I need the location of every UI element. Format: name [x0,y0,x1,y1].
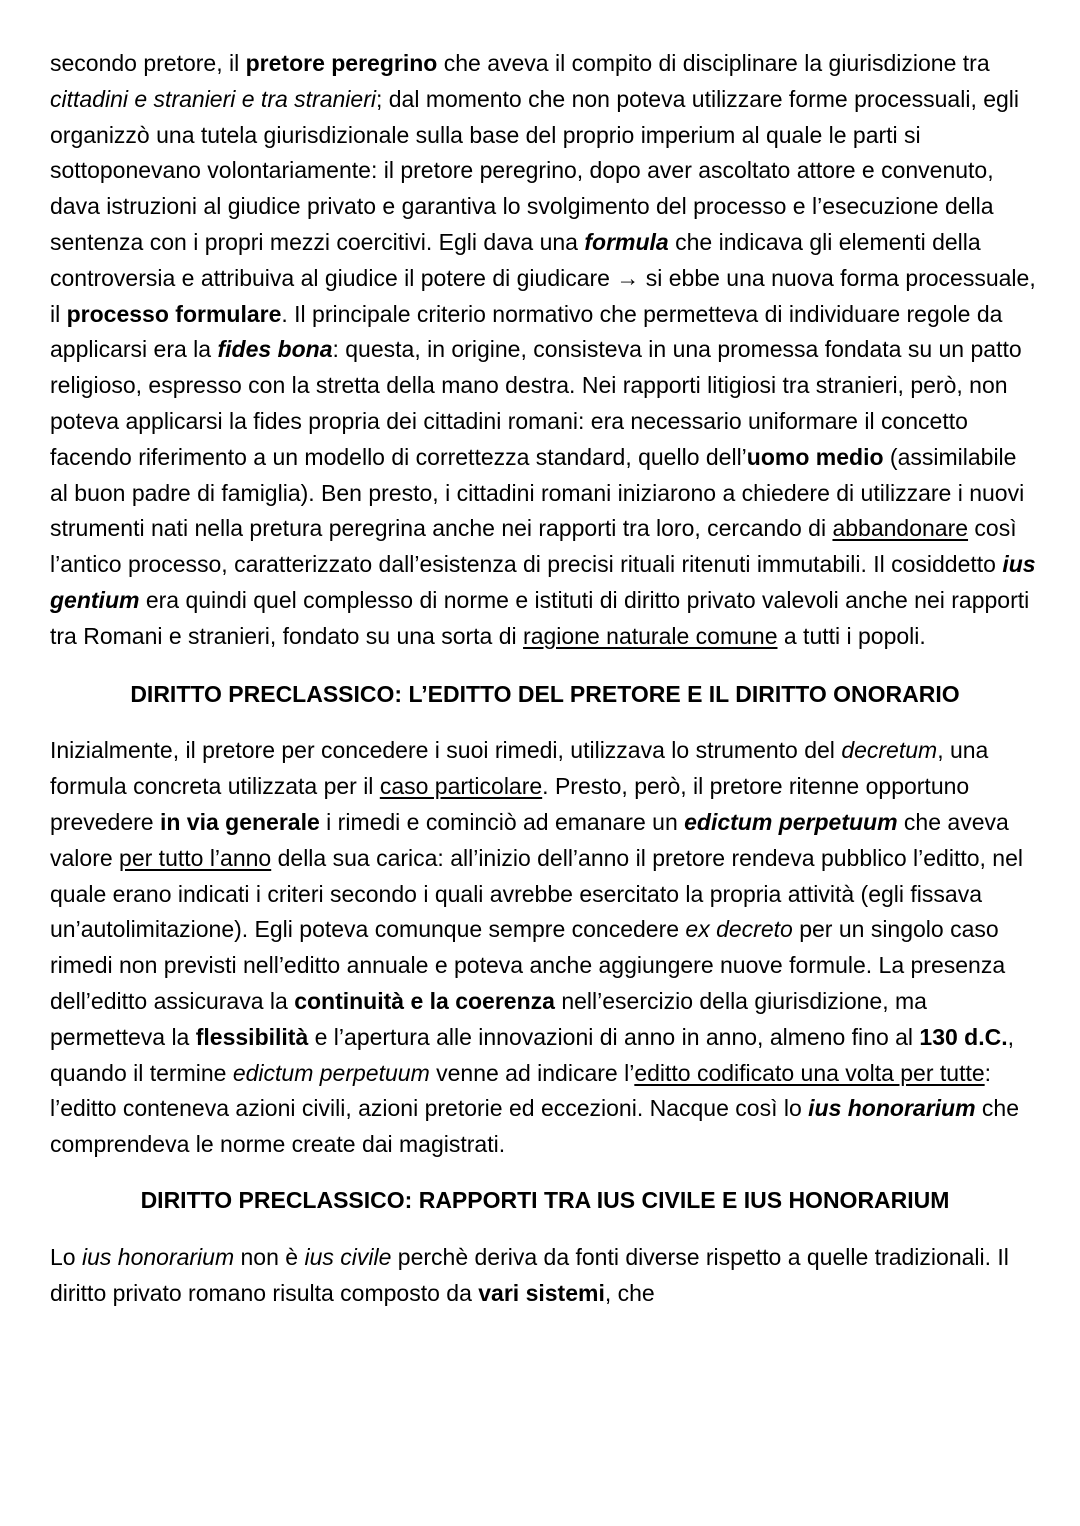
text-run: perchè deriva da fonti diverse rispetto a quelle tradizionali. Il diritto privato romano risulta composto da [50,1243,1009,1306]
section-heading-ius-civile-ius-honorarium: DIRITTO PRECLASSICO: RAPPORTI TRA IUS CIVILE E IUS HONORARIUM [140,1186,950,1213]
bold-term-flessibilita: flessibilità [195,1023,309,1050]
underlined-phrase: caso particolare [379,773,543,800]
text-run: Lo [50,1243,82,1270]
italic-term-ius-civile: ius civile [304,1243,392,1270]
text-run: secondo pretore, il [50,50,246,76]
italic-term-ex-decreto: ex decreto [685,916,793,943]
text-run: che comprendeva le norme create dai magistrati. [50,1095,1020,1158]
underlined-phrase: abbandonare [832,515,969,542]
text-run: così l’antico processo, caratterizzato dall’esistenza di precisi rituali ritenuti immutabili. Il cosiddetto [50,515,1017,578]
text-run: era quindi quel complesso di norme e istituti di diritto privato valevoli anche nei rapporti tra Romani e stranieri, fondato su una sorta di [50,586,1030,649]
section-heading-editto-del-pretore: DIRITTO PRECLASSICO: L’EDITTO DEL PRETORE E IL DIRITTO ONORARIO [130,680,960,707]
text-run: Inizialmente, il pretore per concedere i suoi rimedi, utilizzava lo strumento del [50,737,842,764]
underlined-phrase: ragione naturale comune [523,622,778,649]
bold-italic-term-formula: formula [584,228,669,255]
underlined-phrase: editto codificato una volta per tutte [634,1059,985,1086]
text-run: a tutti i popoli. [777,622,926,649]
text-run: . Presto, però, il pretore ritenne opportuno prevedere [50,773,970,835]
paragraph-editto-del-pretore [50,733,1040,1163]
text-run: , quando il termine [50,1023,1015,1086]
bold-italic-term-ius-gentium: ius gentium [50,551,1036,613]
bold-term-uomo-medio: uomo medio [746,443,884,470]
text-run: : l’editto conteneva azioni civili, azioni pretorie ed eccezioni. Nacque così lo [50,1059,992,1122]
text-run: e l’apertura alle innovazioni di anno in anno, almeno fino al [308,1023,920,1050]
text-run: . Il principale criterio normativo che permetteva di individuare regole da applicarsi era la [50,300,1003,363]
text-run: , una formula concreta utilizzata per il [50,737,989,800]
text-run: per un singolo caso rimedi non previsti nell’editto annuale e poteva anche aggiungere nuove formule. La presenza dell’editto assicurava la [50,916,1006,1014]
text-run: nell’esercizio della giurisdizione, ma permetteva la [50,987,927,1050]
text-run: della sua carica: all’inizio dell’anno il pretore rendeva pubblico l’editto, nel quale erano indicati i criteri secondo i quali avrebbe esercitato la propria attività (egli fissava un’autolimitazione). Egli poteva comunque sempre concedere [50,844,1023,943]
text-run: che aveva valore [50,808,1009,871]
paragraph-pretore-peregrino [50,46,1040,655]
bold-date: 130 d.C. [919,1023,1008,1050]
underlined-phrase: per tutto l’anno [119,844,272,871]
bold-italic-term-edictum-perpetuum: edictum perpetuum [684,808,898,835]
bold-phrase: continuità e la coerenza [294,987,555,1014]
bold-term-pretore-peregrino: pretore peregrino [245,50,438,76]
bold-phrase: vari sistemi [478,1279,605,1306]
paragraph-ius-civile-ius-honorarium [50,1240,1040,1312]
text-run: che aveva il compito di disciplinare la giurisdizione tra [437,50,990,76]
italic-phrase: cittadini e stranieri e tra stranieri [50,85,376,112]
text-run: non è [234,1243,305,1270]
text-run: che indicava gli elementi della controversia e attribuiva al giudice il potere di giudicare → si ebbe una nuova forma processuale, il [50,228,1036,327]
bold-phrase: in via generale [159,808,320,835]
text-run: venne ad indicare l’ [429,1059,635,1086]
document-page [50,46,1040,1311]
text-run: , che [604,1279,655,1306]
bold-term-processo-formulare: processo formulare [66,300,282,327]
italic-term-ius-honorarium: ius honorarium [81,1243,235,1270]
text-run: : questa, in origine, consisteva in una promessa fondata su un patto religioso, espresso con la stretta della mano destra. Nei rapporti litigiosi tra stranieri, però, non poteva applicarsi la fides propria dei cittadini romani: era necessario uniformare il concetto facendo riferimento a un modello di correttezza standard, quello dell’ [50,336,1022,470]
italic-term-decretum: decretum [841,737,938,764]
text-run: i rimedi e cominciò ad emanare un [319,808,685,835]
text-run: (assimilabile al buon padre di famiglia). Ben presto, i cittadini romani iniziarono a chiedere di utilizzare i nuovi strumenti nati nella pretura peregrina anche nei rapporti tra loro, cercando di [50,443,1025,542]
text-run: ; dal momento che non poteva utilizzare forme processuali, egli organizzò una tutela giurisdizionale sulla base del proprio imperium al quale le parti si sottoponevano volontariamente: il pretore peregrino, dopo aver ascoltato attore e convenuto, dava istruzioni al giudice privato e garantiva lo svolgimento del processo e l’esecuzione della sentenza con i propri mezzi coercitivi. Egli dava una [50,85,1020,255]
bold-italic-term-fides-bona: fides bona [217,336,333,363]
italic-term-edictum-perpetuum: edictum perpetuum [232,1059,430,1086]
bold-italic-term-ius-honorarium: ius honorarium [808,1095,976,1122]
